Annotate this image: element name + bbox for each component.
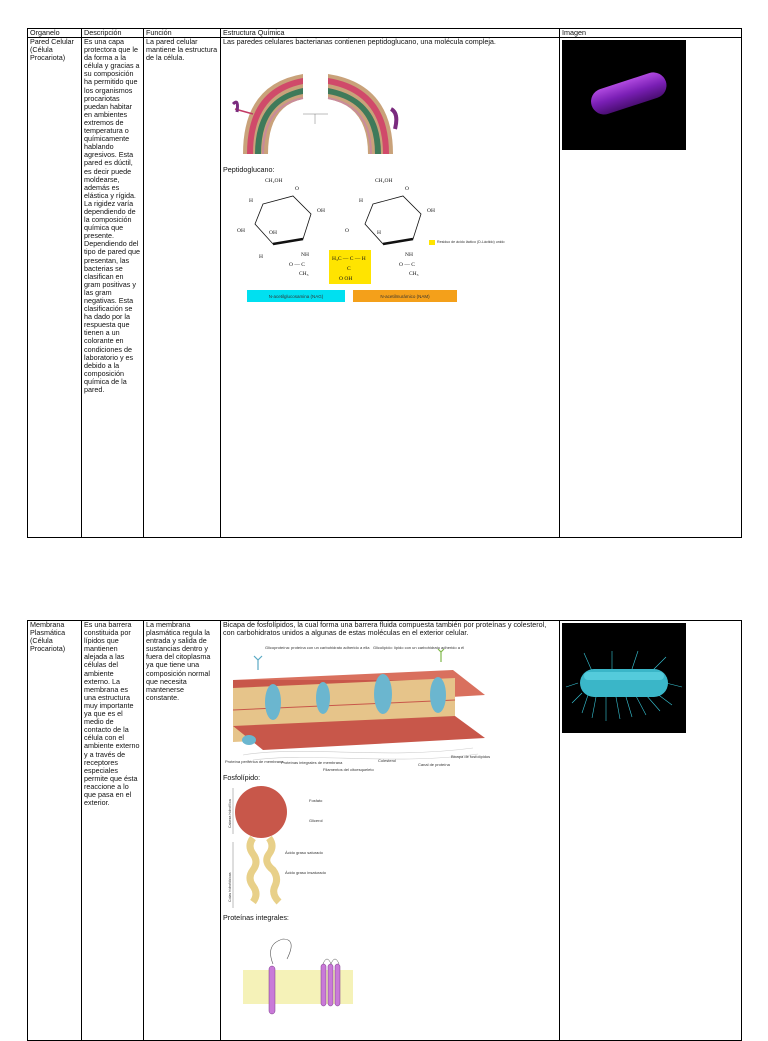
nag-oc: O — C bbox=[289, 262, 305, 269]
nag-oh2: OH bbox=[237, 228, 245, 235]
label-glicolipido: Glicolípido: lípido con un carbohidrato adherido a él bbox=[373, 645, 465, 651]
proteinas-label: Proteínas integrales: bbox=[223, 913, 289, 923]
nam-ch3: CH₃ bbox=[409, 271, 419, 278]
label-fosfato: Fosfato bbox=[309, 798, 323, 804]
label-insaturado: Ácido graso insaturado bbox=[285, 870, 326, 876]
estructura-intro-text-2: Bicapa de fosfolípidos, la cual forma una barrera fluida compuesta también por proteínas y colesterol, con carbohidratos unidos a algunas de estas moléculas en el exterior celular. bbox=[223, 620, 547, 638]
protein-2 bbox=[316, 682, 330, 714]
membrane-figure bbox=[223, 640, 491, 772]
nam-nh: NH bbox=[405, 252, 413, 259]
lactyl-legend-swatch bbox=[429, 240, 435, 245]
label-canal: Canal de proteína bbox=[418, 762, 450, 768]
peptidoglucano-figure bbox=[233, 174, 505, 304]
header-imagen: Imagen bbox=[560, 29, 742, 38]
nam-h2: H bbox=[377, 230, 381, 237]
table-row bbox=[28, 621, 742, 1041]
nam-ring bbox=[329, 178, 505, 284]
nam-ch2oh: CH₂OH bbox=[375, 178, 393, 185]
peptidoglucano-label: Peptidoglucano: bbox=[223, 165, 275, 175]
estructura-cell bbox=[221, 38, 560, 538]
lactyl-legend-text: Residuo de ácido láctico (D-Láctido) unido bbox=[437, 240, 505, 245]
label-saturado: Ácido graso saturado bbox=[285, 850, 323, 856]
imagen-cell-2 bbox=[560, 621, 742, 1041]
header-estructura: Estructura Química bbox=[221, 29, 560, 38]
descripcion-text-2: Es una barrera constituida por lípidos que mantienen alejada a las células del ambiente externo. La membrana es una estructura muy importante ya que es el medio de contacto de la célula con el ambiente externo y a través de receptores especiales permite que ésta reaccione a lo que pasa en el exterior. bbox=[84, 620, 140, 808]
table-row bbox=[28, 38, 742, 538]
nag-h1: H bbox=[249, 198, 253, 205]
protein-1 bbox=[265, 684, 281, 720]
cell-wall-figure bbox=[223, 54, 403, 164]
fosfolipido-label: Fosfolípido: bbox=[223, 773, 261, 783]
nam-oc: O — C bbox=[399, 262, 415, 269]
label-glicerol: Glicerol bbox=[309, 818, 323, 824]
label-cabeza: Cabeza hidrofílica bbox=[228, 799, 232, 829]
header-organelo: Organelo bbox=[28, 29, 82, 38]
nag-bar-text: N-acetilglucosamina (NAG) bbox=[268, 294, 324, 300]
lactyl-text: H₃C — C — H bbox=[332, 256, 366, 263]
nag-ch3: CH₃ bbox=[299, 271, 309, 278]
nam-oh1: OH bbox=[427, 208, 435, 215]
integral-protein-figure bbox=[223, 924, 363, 1014]
funcion-cell bbox=[144, 38, 221, 538]
funcion-text-2: La membrana plasmática regula la entrada y salida de sustancias dentro y fuera del citoplasma ya que tiene una composición normal que necesita mantenerse constante. bbox=[146, 620, 211, 702]
table-membrana-plasmatica bbox=[27, 620, 742, 1041]
nam-h1: H bbox=[359, 198, 363, 205]
nag-o: O bbox=[295, 186, 299, 193]
label-bicapa: Bicapa de fosfolípidos bbox=[451, 754, 491, 760]
descripcion-cell bbox=[82, 38, 144, 538]
protein-peripheral bbox=[242, 735, 256, 745]
nag-oh1: OH bbox=[317, 208, 325, 215]
bacterium-flagella-icon bbox=[562, 623, 686, 733]
descripcion-text: Es una capa protectora que le da forma a la célula y gracias a su composición ha permitido que los organismos procariotas puedan habitar en ambientes extremos de temperatura o químicamente hablando agresivos. Esta pared es dúctil, es decir puede moldearse, además es elástica y rígida. La rigidez varía dependiendo de la composición química que presente. Dependiendo del tipo de pared que presentan, las bacterias se clasifican en gram positivas y las gram negativas. Esta clasificación se ha dado por la respuesta que tienen a un colorante en condiciones de laboratorio y es debido a la composición química de la pared. bbox=[84, 37, 140, 395]
label-glicoproteina: Glicoproteína: proteína con un carbohidrato adherido a ella bbox=[265, 645, 370, 651]
organelo-cell bbox=[28, 38, 82, 538]
organelo-text: Pared Celular (Célula Procariota) bbox=[30, 37, 74, 63]
nag-oh3: OH bbox=[269, 230, 277, 237]
label-filamentos: Filamentos del citoesqueleto bbox=[323, 767, 374, 773]
nam-o: O bbox=[405, 186, 409, 193]
nag-ring bbox=[237, 178, 325, 277]
funcion-text: La pared celular mantiene la estructura de la célula. bbox=[146, 37, 218, 63]
header-descripcion: Descripción bbox=[82, 29, 144, 38]
bacterium-image-2 bbox=[562, 623, 686, 733]
bacterium-purple-icon bbox=[562, 40, 686, 150]
table-pared-celular bbox=[27, 28, 742, 538]
nam-o2: O bbox=[345, 228, 349, 235]
protein-4 bbox=[430, 677, 446, 713]
bacterium-image bbox=[562, 40, 686, 150]
phospholipid-figure bbox=[223, 784, 341, 912]
lactyl-c: C bbox=[347, 266, 351, 273]
label-periferica: Proteína periférica de membrana bbox=[225, 759, 284, 765]
label-colas: Colas hidrofóbicas bbox=[228, 872, 232, 903]
label-colesterol: Colesterol bbox=[378, 758, 397, 764]
nag-h2: H bbox=[259, 254, 263, 261]
protein-3 bbox=[374, 674, 392, 714]
phospholipid-head bbox=[235, 786, 287, 838]
nam-bar-text: N-acetilmurámico (NAM) bbox=[380, 294, 430, 300]
descripcion-cell-2 bbox=[82, 621, 144, 1041]
funcion-cell-2 bbox=[144, 621, 221, 1041]
estructura-intro-text: Las paredes celulares bacterianas contienen peptidoglucano, una molécula compleja. bbox=[223, 37, 496, 46]
header-funcion: Función bbox=[144, 29, 221, 38]
organelo-text-2: Membrana Plasmática (Célula Procariota) bbox=[30, 620, 66, 654]
label-integrales: Proteínas integrales de membrana bbox=[281, 760, 343, 766]
imagen-cell bbox=[560, 38, 742, 538]
lactyl-o-oh: O OH bbox=[339, 276, 353, 283]
nag-ch2oh: CH₂OH bbox=[265, 178, 283, 185]
organelo-cell-2 bbox=[28, 621, 82, 1041]
estructura-cell-2 bbox=[221, 621, 560, 1041]
nag-nh: NH bbox=[301, 252, 309, 259]
